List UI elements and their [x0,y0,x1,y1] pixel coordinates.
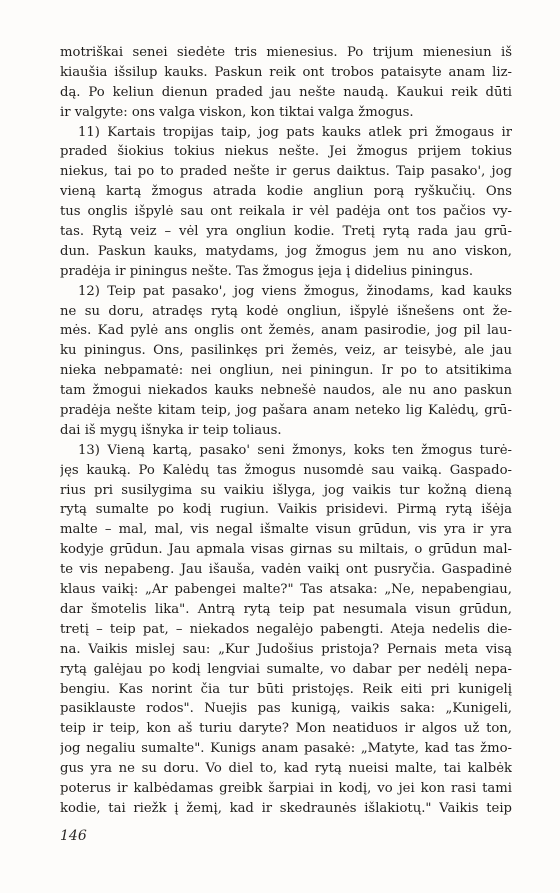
text-line: rius pri susilygima su vaikiu išlyga, jog vaikis tur kožną dieną [60,482,512,498]
text-line: malte – mal, mal, vis negal išmalte visun grūdun, vis yra ir yra [60,522,512,538]
text-line: kiaušia išsilup kauks. Paskun reik ont trobos pataisyte anam liz- [60,64,512,80]
text-line: na. Vaikis mislej sau: „Kur Judošius pristoja? Pernais meta visą [60,641,512,657]
text-line: poterus ir kalbėdamas greibk šarpiai in kodį, vo jei kon rasi tami [60,780,512,796]
text-line: tus onglis išpylė sau ont reikala ir vėl padėja ont tos pačios vy- [60,204,512,220]
text-line: niekus, tai po to praded nešte ir gerus daiktus. Taip pasako', jog [60,164,512,180]
text-line: dai iš mygų išnyka ir teip toliaus. [60,422,282,438]
text-line: ne su doru, atradęs rytą kodė ongliun, išpylė išnešens ont že- [60,303,512,319]
page-body [60,43,512,819]
text-line: praded šiokius tokius niekus nešte. Jei žmogus prijem tokius [60,144,512,160]
text-line: 12) Teip pat pasako', jog viens žmogus, žinodams, kad kauks [78,283,512,299]
text-line: tam žmogui niekados kauks nebnešė naudos, ale nu ano paskun [60,383,512,399]
text-line: tretį – teip pat, – niekados negalėjo pabengti. Ateja nedelis die- [60,621,512,637]
text-line: mės. Kad pylė ans onglis ont žemės, anam pasirodie, jog pil lau- [60,323,512,339]
text-line: dun. Paskun kauks, matydams, jog žmogus jem nu ano viskon, [60,243,512,259]
text-line: ir valgyte: ons valga viskon, kon tiktai valga žmogus. [60,104,414,120]
text-line: 13) Vieną kartą, pasako' seni žmonys, koks ten žmogus turė- [78,442,512,458]
text-line: rytą galėjau po kodį lengviai sumalte, vo dabar per nedėlį nepa- [60,661,512,677]
text-line: pasiklauste rodos". Nuejis pas kunigą, vaikis saka: „Kunigeli, [60,701,512,717]
text-line: niekа nebpamatė: nei ongliun, nei piningun. Ir po to atsitikima [60,363,512,379]
text-line: te vis nepabeng. Jau išauša, vadėn vaikį ont pusryčia. Gaspadinė [60,562,512,578]
text-line: dar šmotelis lika". Antrą rytą teip pat nesumala visun grūdun, [60,601,512,617]
text-line: ku piningus. Ons, pasilinkęs pri žemės, veiz, ar teisybė, ale jau [60,343,512,359]
text-line: jęs kauką. Po Kalėdų tas žmogus nusomdė sau vaiką. Gaspado- [60,462,512,478]
text-line: dą. Po keliun dienun praded jau nešte naudą. Kaukui reik dūti [60,84,512,100]
text-line: kodie, tai riežk į žemį, kad ir skedraunės išlakiotų." Vaikis teip [60,800,512,816]
text-line: gus yra ne su doru. Vo diel to, kad rytą nueisi malte, tai kalbėk [60,761,512,777]
text-line: 11) Kartais tropijas taip, jog pats kauks atlek pri žmogaus ir [78,124,512,140]
text-line: tas. Rytą veiz – vėl yra ongliun kodie. Tretį rytą rada jau grū- [60,224,512,240]
text-line: rytą sumalte po kodį rugiun. Vaikis prisidevi. Pirmą rytą išėja [60,502,512,518]
page-number: 146 [60,828,87,844]
text-line: kodyje grūdun. Jau apmala visas girnas su miltais, o grūdun mal- [60,542,512,558]
text-line: teip ir teip, kon aš turiu daryte? Mon neatiduos ir algos už ton, [60,721,512,737]
text-line: motriškai senei siedėte tris mienesius. Po trijum mienesiun iš [60,45,512,60]
text-line: jog negaliu sumalte". Kunigs anam pasakė: „Matyte, kad tas žmo- [60,741,512,757]
text-line: bengiu. Kas norint čia tur būti pristojęs. Reik eiti pri kunigelį [60,681,512,697]
text-line: pradėja nešte kitam teip, jog pašara anam neteko lig Kalėdų, grū- [60,403,512,419]
text-line: pradėja ir piningus nešte. Tas žmogus įeja į didelius piningus. [60,263,474,279]
text-line: klaus vaikį: „Ar pabengei malte?" Tas atsaka: „Ne, nepabengiau, [60,582,512,598]
text-line: vieną kartą žmogus atrada kodie angliun porą ryškučių. Ons [60,184,512,200]
